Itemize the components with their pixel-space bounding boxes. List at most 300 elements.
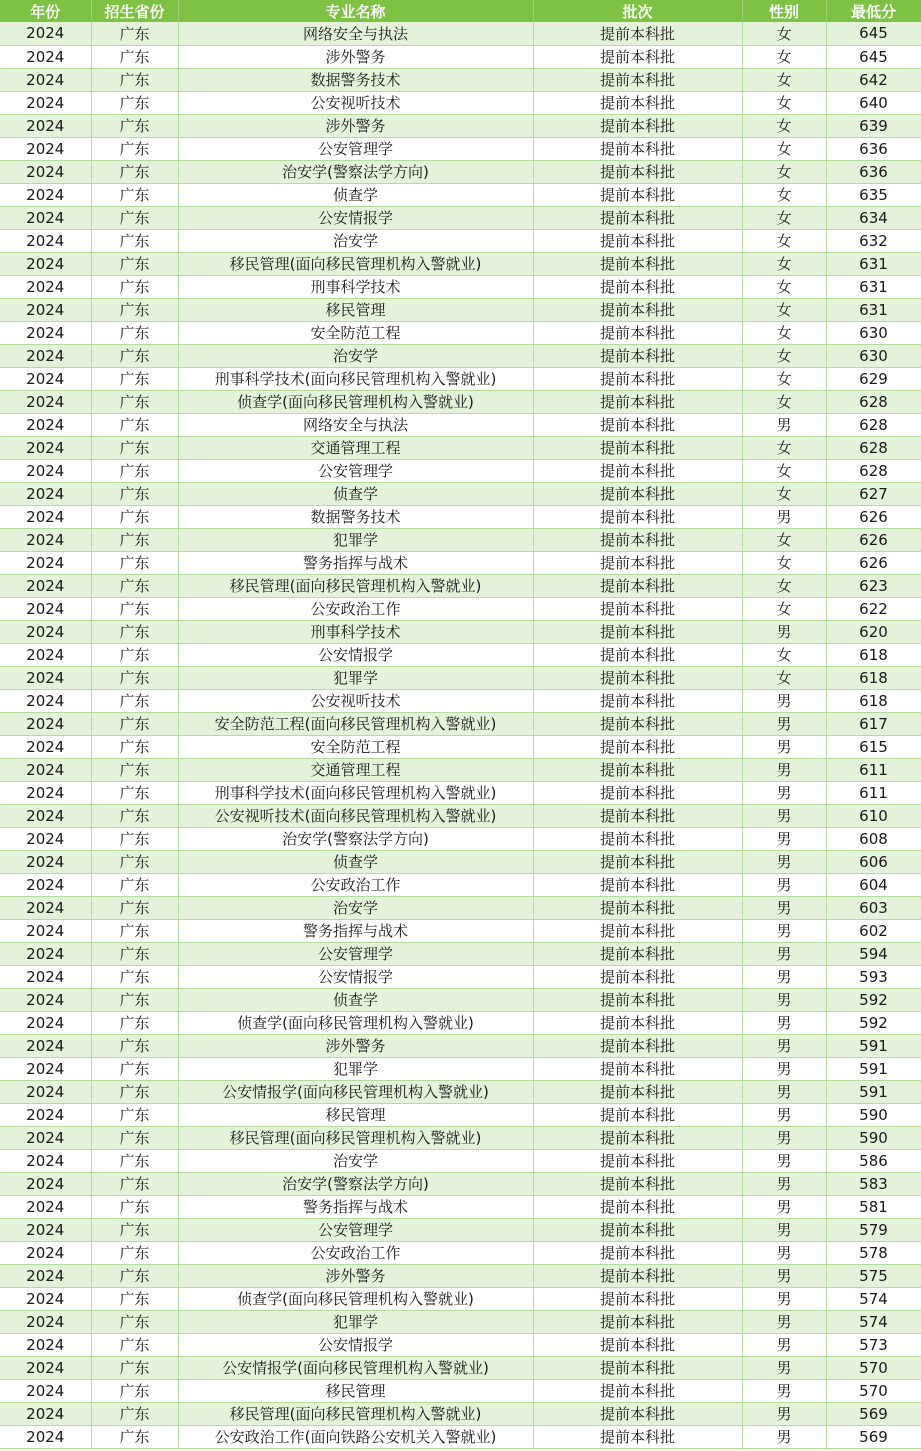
cell-major: 涉外警务 xyxy=(178,114,533,137)
table-row xyxy=(0,528,921,551)
cell-gender: 女 xyxy=(742,367,826,390)
cell-gender: 男 xyxy=(742,1379,826,1402)
cell-province: 广东 xyxy=(91,367,178,390)
cell-batch: 提前本科批 xyxy=(533,252,742,275)
cell-year: 2024 xyxy=(0,114,91,137)
cell-province: 广东 xyxy=(91,528,178,551)
cell-year: 2024 xyxy=(0,1080,91,1103)
cell-province: 广东 xyxy=(91,1218,178,1241)
cell-gender: 男 xyxy=(742,1034,826,1057)
cell-province: 广东 xyxy=(91,344,178,367)
cell-major: 犯罪学 xyxy=(178,666,533,689)
cell-gender: 女 xyxy=(742,666,826,689)
cell-gender: 男 xyxy=(742,988,826,1011)
cell-gender: 男 xyxy=(742,1172,826,1195)
cell-min-score: 575 xyxy=(826,1264,921,1287)
cell-province: 广东 xyxy=(91,183,178,206)
cell-province: 广东 xyxy=(91,1149,178,1172)
cell-gender: 女 xyxy=(742,206,826,229)
cell-min-score: 631 xyxy=(826,275,921,298)
cell-year: 2024 xyxy=(0,1057,91,1080)
cell-province: 广东 xyxy=(91,620,178,643)
cell-year: 2024 xyxy=(0,827,91,850)
cell-year: 2024 xyxy=(0,505,91,528)
cell-province: 广东 xyxy=(91,45,178,68)
cell-min-score: 639 xyxy=(826,114,921,137)
cell-gender: 男 xyxy=(742,804,826,827)
cell-province: 广东 xyxy=(91,413,178,436)
cell-year: 2024 xyxy=(0,850,91,873)
cell-year: 2024 xyxy=(0,643,91,666)
table-row xyxy=(0,68,921,91)
cell-min-score: 574 xyxy=(826,1287,921,1310)
cell-province: 广东 xyxy=(91,321,178,344)
cell-gender: 男 xyxy=(742,1402,826,1425)
cell-gender: 女 xyxy=(742,436,826,459)
table-row xyxy=(0,114,921,137)
cell-year: 2024 xyxy=(0,873,91,896)
table-row xyxy=(0,183,921,206)
table-row xyxy=(0,91,921,114)
cell-province: 广东 xyxy=(91,91,178,114)
cell-major: 公安政治工作 xyxy=(178,597,533,620)
cell-province: 广东 xyxy=(91,1356,178,1379)
cell-province: 广东 xyxy=(91,551,178,574)
cell-gender: 男 xyxy=(742,1011,826,1034)
cell-major: 治安学 xyxy=(178,344,533,367)
cell-year: 2024 xyxy=(0,666,91,689)
cell-province: 广东 xyxy=(91,758,178,781)
table-row xyxy=(0,275,921,298)
cell-batch: 提前本科批 xyxy=(533,22,742,45)
cell-province: 广东 xyxy=(91,275,178,298)
cell-gender: 女 xyxy=(742,390,826,413)
cell-major: 移民管理(面向移民管理机构入警就业) xyxy=(178,1402,533,1425)
cell-year: 2024 xyxy=(0,482,91,505)
table-row xyxy=(0,597,921,620)
cell-gender: 女 xyxy=(742,45,826,68)
cell-year: 2024 xyxy=(0,919,91,942)
cell-min-score: 631 xyxy=(826,298,921,321)
cell-major: 警务指挥与战术 xyxy=(178,551,533,574)
table-row xyxy=(0,551,921,574)
cell-year: 2024 xyxy=(0,1103,91,1126)
table-row xyxy=(0,643,921,666)
cell-min-score: 570 xyxy=(826,1379,921,1402)
cell-batch: 提前本科批 xyxy=(533,436,742,459)
cell-batch: 提前本科批 xyxy=(533,1080,742,1103)
cell-year: 2024 xyxy=(0,1241,91,1264)
cell-gender: 男 xyxy=(742,965,826,988)
table-row xyxy=(0,137,921,160)
cell-major: 侦查学 xyxy=(178,482,533,505)
cell-gender: 女 xyxy=(742,551,826,574)
cell-min-score: 604 xyxy=(826,873,921,896)
cell-batch: 提前本科批 xyxy=(533,91,742,114)
cell-gender: 男 xyxy=(742,1287,826,1310)
cell-gender: 男 xyxy=(742,620,826,643)
cell-min-score: 590 xyxy=(826,1103,921,1126)
cell-gender: 男 xyxy=(742,1057,826,1080)
cell-min-score: 592 xyxy=(826,1011,921,1034)
table-row xyxy=(0,781,921,804)
cell-gender: 男 xyxy=(742,712,826,735)
cell-major: 警务指挥与战术 xyxy=(178,919,533,942)
cell-gender: 女 xyxy=(742,91,826,114)
cell-major: 犯罪学 xyxy=(178,1310,533,1333)
table-row xyxy=(0,919,921,942)
header-batch: 批次 xyxy=(533,0,742,22)
table-row xyxy=(0,482,921,505)
cell-gender: 女 xyxy=(742,597,826,620)
table-row xyxy=(0,390,921,413)
cell-province: 广东 xyxy=(91,1333,178,1356)
table-row xyxy=(0,436,921,459)
cell-year: 2024 xyxy=(0,390,91,413)
cell-major: 刑事科学技术 xyxy=(178,275,533,298)
cell-batch: 提前本科批 xyxy=(533,850,742,873)
cell-major: 治安学 xyxy=(178,1149,533,1172)
cell-major: 公安情报学 xyxy=(178,965,533,988)
cell-gender: 男 xyxy=(742,1149,826,1172)
cell-year: 2024 xyxy=(0,804,91,827)
cell-min-score: 611 xyxy=(826,758,921,781)
cell-year: 2024 xyxy=(0,574,91,597)
cell-batch: 提前本科批 xyxy=(533,942,742,965)
cell-gender: 女 xyxy=(742,275,826,298)
cell-gender: 女 xyxy=(742,229,826,252)
cell-gender: 男 xyxy=(742,850,826,873)
cell-province: 广东 xyxy=(91,1126,178,1149)
header-province: 招生省份 xyxy=(91,0,178,22)
cell-min-score: 636 xyxy=(826,160,921,183)
cell-batch: 提前本科批 xyxy=(533,1195,742,1218)
cell-year: 2024 xyxy=(0,1195,91,1218)
cell-batch: 提前本科批 xyxy=(533,459,742,482)
cell-batch: 提前本科批 xyxy=(533,1103,742,1126)
cell-gender: 男 xyxy=(742,919,826,942)
cell-major: 侦查学(面向移民管理机构入警就业) xyxy=(178,1011,533,1034)
cell-min-score: 606 xyxy=(826,850,921,873)
cell-province: 广东 xyxy=(91,1379,178,1402)
cell-min-score: 618 xyxy=(826,643,921,666)
cell-major: 侦查学 xyxy=(178,850,533,873)
table-row xyxy=(0,689,921,712)
cell-province: 广东 xyxy=(91,942,178,965)
table-row xyxy=(0,804,921,827)
cell-gender: 男 xyxy=(742,1218,826,1241)
cell-min-score: 573 xyxy=(826,1333,921,1356)
cell-batch: 提前本科批 xyxy=(533,620,742,643)
cell-province: 广东 xyxy=(91,206,178,229)
cell-min-score: 590 xyxy=(826,1126,921,1149)
table-row xyxy=(0,758,921,781)
cell-year: 2024 xyxy=(0,597,91,620)
cell-year: 2024 xyxy=(0,1379,91,1402)
cell-gender: 男 xyxy=(742,1195,826,1218)
cell-gender: 女 xyxy=(742,160,826,183)
cell-major: 移民管理(面向移民管理机构入警就业) xyxy=(178,252,533,275)
cell-year: 2024 xyxy=(0,896,91,919)
cell-batch: 提前本科批 xyxy=(533,298,742,321)
header-min-score: 最低分 xyxy=(826,0,921,22)
cell-year: 2024 xyxy=(0,436,91,459)
cell-min-score: 635 xyxy=(826,183,921,206)
cell-province: 广东 xyxy=(91,827,178,850)
cell-min-score: 569 xyxy=(826,1425,921,1448)
cell-batch: 提前本科批 xyxy=(533,666,742,689)
table-row xyxy=(0,344,921,367)
cell-province: 广东 xyxy=(91,735,178,758)
cell-major: 公安情报学 xyxy=(178,643,533,666)
cell-major: 刑事科学技术(面向移民管理机构入警就业) xyxy=(178,367,533,390)
cell-province: 广东 xyxy=(91,229,178,252)
table-row xyxy=(0,666,921,689)
cell-major: 犯罪学 xyxy=(178,528,533,551)
cell-year: 2024 xyxy=(0,321,91,344)
cell-year: 2024 xyxy=(0,275,91,298)
table-row xyxy=(0,1310,921,1333)
cell-year: 2024 xyxy=(0,1011,91,1034)
cell-major: 网络安全与执法 xyxy=(178,22,533,45)
cell-year: 2024 xyxy=(0,551,91,574)
cell-batch: 提前本科批 xyxy=(533,1149,742,1172)
cell-year: 2024 xyxy=(0,1126,91,1149)
cell-min-score: 579 xyxy=(826,1218,921,1241)
cell-min-score: 593 xyxy=(826,965,921,988)
table-row xyxy=(0,1402,921,1425)
cell-province: 广东 xyxy=(91,781,178,804)
table-row xyxy=(0,1034,921,1057)
cell-year: 2024 xyxy=(0,1402,91,1425)
cell-year: 2024 xyxy=(0,413,91,436)
cell-batch: 提前本科批 xyxy=(533,137,742,160)
table-row xyxy=(0,1057,921,1080)
table-row xyxy=(0,735,921,758)
cell-batch: 提前本科批 xyxy=(533,1287,742,1310)
cell-year: 2024 xyxy=(0,758,91,781)
header-major: 专业名称 xyxy=(178,0,533,22)
cell-min-score: 634 xyxy=(826,206,921,229)
cell-min-score: 594 xyxy=(826,942,921,965)
cell-province: 广东 xyxy=(91,459,178,482)
cell-major: 公安视听技术 xyxy=(178,689,533,712)
cell-province: 广东 xyxy=(91,712,178,735)
cell-batch: 提前本科批 xyxy=(533,390,742,413)
cell-batch: 提前本科批 xyxy=(533,68,742,91)
cell-batch: 提前本科批 xyxy=(533,758,742,781)
table-row xyxy=(0,1356,921,1379)
cell-gender: 女 xyxy=(742,137,826,160)
cell-year: 2024 xyxy=(0,91,91,114)
table-row xyxy=(0,873,921,896)
cell-batch: 提前本科批 xyxy=(533,1172,742,1195)
header-gender: 性别 xyxy=(742,0,826,22)
cell-batch: 提前本科批 xyxy=(533,1264,742,1287)
cell-batch: 提前本科批 xyxy=(533,1425,742,1448)
cell-min-score: 592 xyxy=(826,988,921,1011)
cell-min-score: 602 xyxy=(826,919,921,942)
cell-major: 移民管理 xyxy=(178,1103,533,1126)
cell-province: 广东 xyxy=(91,873,178,896)
cell-batch: 提前本科批 xyxy=(533,827,742,850)
cell-province: 广东 xyxy=(91,1310,178,1333)
cell-year: 2024 xyxy=(0,528,91,551)
cell-major: 移民管理 xyxy=(178,298,533,321)
cell-major: 涉外警务 xyxy=(178,1264,533,1287)
cell-province: 广东 xyxy=(91,896,178,919)
cell-year: 2024 xyxy=(0,712,91,735)
table-row xyxy=(0,827,921,850)
cell-province: 广东 xyxy=(91,22,178,45)
cell-batch: 提前本科批 xyxy=(533,712,742,735)
cell-major: 刑事科学技术 xyxy=(178,620,533,643)
cell-gender: 男 xyxy=(742,413,826,436)
cell-min-score: 626 xyxy=(826,505,921,528)
cell-major: 移民管理(面向移民管理机构入警就业) xyxy=(178,1126,533,1149)
cell-province: 广东 xyxy=(91,1172,178,1195)
cell-batch: 提前本科批 xyxy=(533,1241,742,1264)
table-header-row xyxy=(0,0,921,22)
cell-major: 安全防范工程 xyxy=(178,735,533,758)
cell-province: 广东 xyxy=(91,988,178,1011)
cell-batch: 提前本科批 xyxy=(533,1011,742,1034)
cell-gender: 男 xyxy=(742,1126,826,1149)
cell-year: 2024 xyxy=(0,22,91,45)
cell-gender: 女 xyxy=(742,528,826,551)
cell-major: 公安情报学(面向移民管理机构入警就业) xyxy=(178,1080,533,1103)
table-row xyxy=(0,1287,921,1310)
cell-gender: 女 xyxy=(742,321,826,344)
cell-province: 广东 xyxy=(91,850,178,873)
table-body xyxy=(0,22,921,1448)
cell-year: 2024 xyxy=(0,252,91,275)
cell-major: 安全防范工程(面向移民管理机构入警就业) xyxy=(178,712,533,735)
cell-min-score: 645 xyxy=(826,22,921,45)
cell-province: 广东 xyxy=(91,919,178,942)
cell-year: 2024 xyxy=(0,367,91,390)
cell-min-score: 610 xyxy=(826,804,921,827)
cell-min-score: 626 xyxy=(826,551,921,574)
cell-major: 公安视听技术 xyxy=(178,91,533,114)
cell-batch: 提前本科批 xyxy=(533,689,742,712)
cell-batch: 提前本科批 xyxy=(533,804,742,827)
cell-min-score: 628 xyxy=(826,459,921,482)
cell-gender: 男 xyxy=(742,873,826,896)
cell-batch: 提前本科批 xyxy=(533,1310,742,1333)
cell-gender: 男 xyxy=(742,1356,826,1379)
cell-major: 治安学 xyxy=(178,229,533,252)
table-row xyxy=(0,1264,921,1287)
cell-major: 数据警务技术 xyxy=(178,505,533,528)
cell-year: 2024 xyxy=(0,1034,91,1057)
cell-province: 广东 xyxy=(91,574,178,597)
cell-batch: 提前本科批 xyxy=(533,873,742,896)
cell-province: 广东 xyxy=(91,965,178,988)
cell-batch: 提前本科批 xyxy=(533,321,742,344)
cell-province: 广东 xyxy=(91,114,178,137)
cell-province: 广东 xyxy=(91,1011,178,1034)
cell-batch: 提前本科批 xyxy=(533,183,742,206)
cell-province: 广东 xyxy=(91,1080,178,1103)
cell-batch: 提前本科批 xyxy=(533,1057,742,1080)
cell-gender: 女 xyxy=(742,252,826,275)
cell-min-score: 645 xyxy=(826,45,921,68)
table-row xyxy=(0,1011,921,1034)
cell-province: 广东 xyxy=(91,252,178,275)
cell-batch: 提前本科批 xyxy=(533,505,742,528)
cell-batch: 提前本科批 xyxy=(533,597,742,620)
cell-min-score: 574 xyxy=(826,1310,921,1333)
table-row xyxy=(0,321,921,344)
table-row xyxy=(0,1172,921,1195)
table-row xyxy=(0,620,921,643)
cell-gender: 女 xyxy=(742,298,826,321)
cell-gender: 男 xyxy=(742,942,826,965)
cell-batch: 提前本科批 xyxy=(533,1333,742,1356)
table-row xyxy=(0,206,921,229)
table-row xyxy=(0,298,921,321)
cell-province: 广东 xyxy=(91,505,178,528)
cell-min-score: 622 xyxy=(826,597,921,620)
table-row xyxy=(0,942,921,965)
cell-year: 2024 xyxy=(0,1310,91,1333)
cell-gender: 男 xyxy=(742,1103,826,1126)
cell-year: 2024 xyxy=(0,1425,91,1448)
cell-gender: 女 xyxy=(742,183,826,206)
cell-min-score: 608 xyxy=(826,827,921,850)
cell-major: 公安政治工作 xyxy=(178,873,533,896)
cell-min-score: 615 xyxy=(826,735,921,758)
cell-major: 治安学(警察法学方向) xyxy=(178,827,533,850)
cell-year: 2024 xyxy=(0,137,91,160)
cell-province: 广东 xyxy=(91,804,178,827)
header-year: 年份 xyxy=(0,0,91,22)
cell-gender: 女 xyxy=(742,643,826,666)
cell-major: 公安视听技术(面向移民管理机构入警就业) xyxy=(178,804,533,827)
cell-year: 2024 xyxy=(0,1333,91,1356)
table-row xyxy=(0,1149,921,1172)
cell-gender: 男 xyxy=(742,1333,826,1356)
table-row xyxy=(0,459,921,482)
cell-gender: 女 xyxy=(742,68,826,91)
cell-gender: 男 xyxy=(742,1241,826,1264)
cell-major: 涉外警务 xyxy=(178,1034,533,1057)
cell-major: 侦查学(面向移民管理机构入警就业) xyxy=(178,1287,533,1310)
cell-major: 刑事科学技术(面向移民管理机构入警就业) xyxy=(178,781,533,804)
table-row xyxy=(0,413,921,436)
cell-year: 2024 xyxy=(0,344,91,367)
cell-min-score: 578 xyxy=(826,1241,921,1264)
cell-batch: 提前本科批 xyxy=(533,275,742,298)
cell-gender: 男 xyxy=(742,689,826,712)
cell-major: 安全防范工程 xyxy=(178,321,533,344)
table-row xyxy=(0,850,921,873)
cell-major: 涉外警务 xyxy=(178,45,533,68)
cell-province: 广东 xyxy=(91,1264,178,1287)
cell-min-score: 586 xyxy=(826,1149,921,1172)
cell-year: 2024 xyxy=(0,45,91,68)
cell-gender: 女 xyxy=(742,114,826,137)
cell-major: 公安管理学 xyxy=(178,942,533,965)
cell-batch: 提前本科批 xyxy=(533,896,742,919)
cell-province: 广东 xyxy=(91,390,178,413)
cell-major: 公安管理学 xyxy=(178,1218,533,1241)
cell-province: 广东 xyxy=(91,482,178,505)
table-row xyxy=(0,1425,921,1448)
cell-min-score: 623 xyxy=(826,574,921,597)
cell-min-score: 630 xyxy=(826,344,921,367)
